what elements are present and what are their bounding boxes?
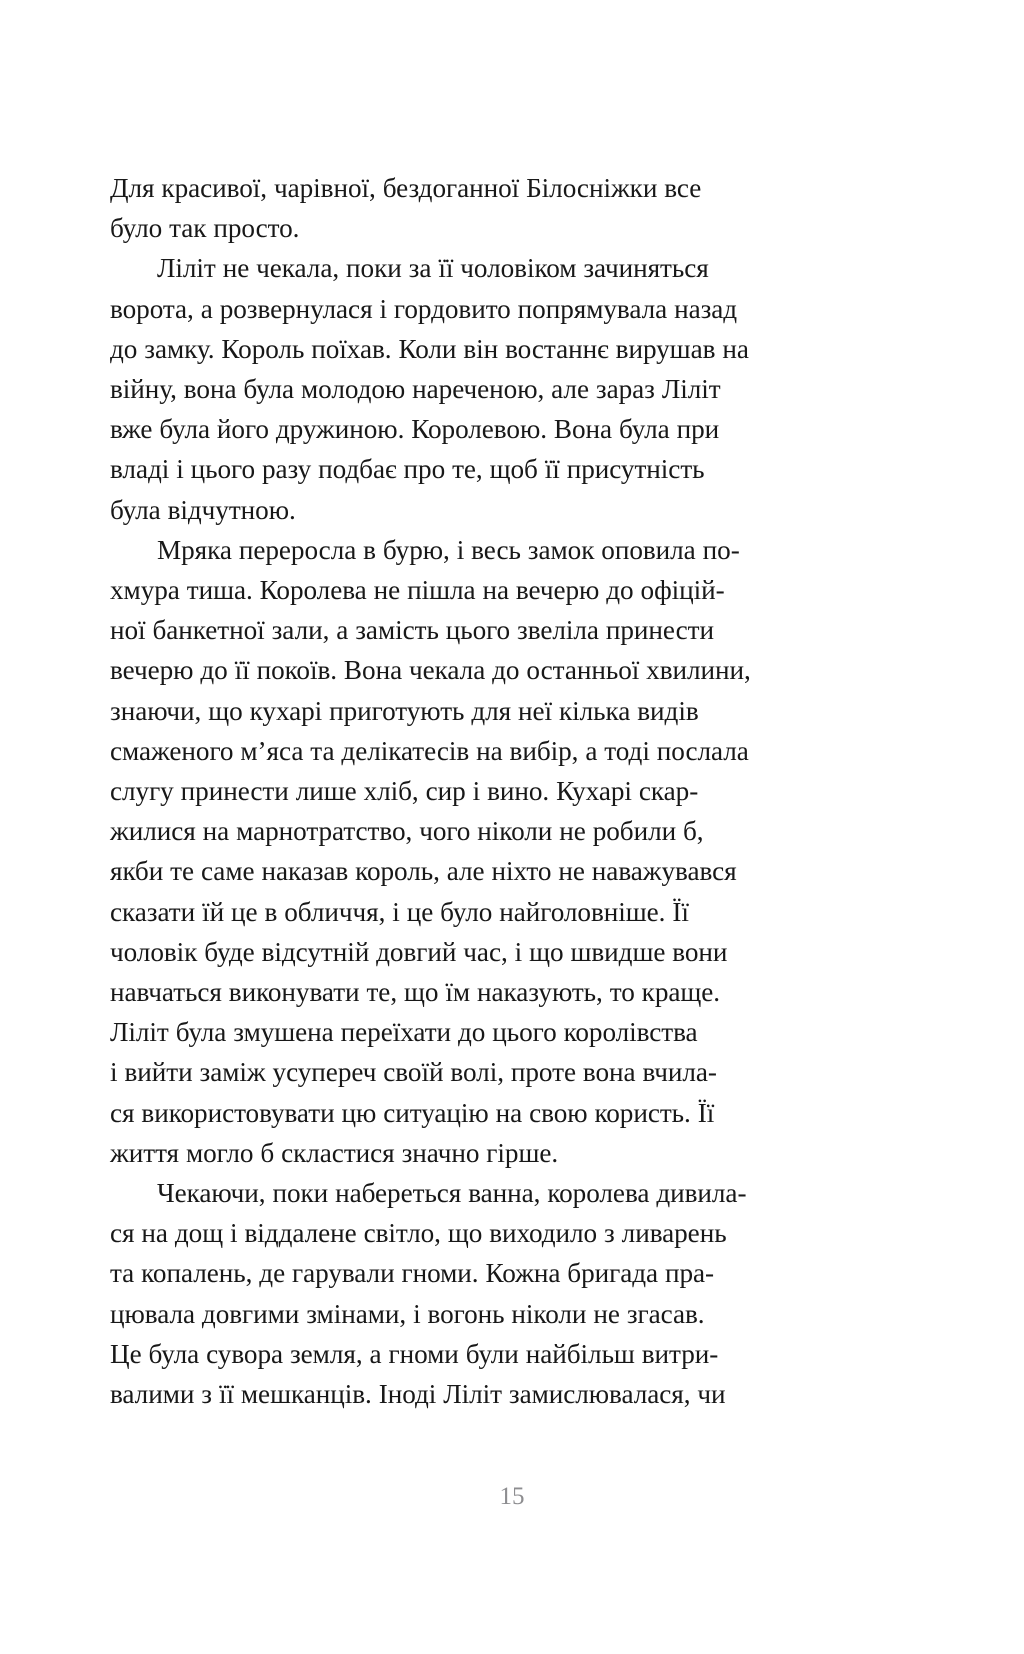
text-line: жилися на марнотратство, чого ніколи не робили б,: [110, 816, 704, 847]
text-line: сказати їй це в обличчя, і це було найголовніше. Її: [110, 896, 689, 927]
text-line: війну, вона була молодою нареченою, але зараз Ліліт: [110, 374, 721, 405]
text-line: владі і цього разу подбає про те, щоб її присутність: [110, 454, 705, 485]
paragraph-3: [110, 530, 915, 1173]
text-line: чоловік буде відсутній довгий час, і що швидше вони: [110, 936, 728, 967]
text-line: хмура тиша. Королева не пішла на вечерю до офіцій-: [110, 575, 725, 606]
text-line: життя могло б скластися значно гірше.: [110, 1137, 559, 1168]
text-line: якби те саме наказав король, але ніхто не наважувався: [110, 856, 737, 887]
text-line: та копалень, де гарували гноми. Кожна бригада пра-: [110, 1258, 715, 1289]
text-line: навчаться виконувати те, що їм наказують, то краще.: [110, 977, 721, 1008]
text-line: валими з її мешканців. Іноді Ліліт замислювалася, чи: [110, 1379, 726, 1410]
text-line: вечерю до її покоїв. Вона чекала до останньої хвилини,: [110, 655, 751, 686]
text-line: Для красивої, чарівної, бездоганної Білосніжки все: [110, 173, 702, 203]
text-line: знаючи, що кухарі приготують для неї кілька видів: [110, 695, 699, 726]
text-line: смаженого м’яса та делікатесів на вибір, а тоді послала: [110, 735, 749, 766]
text-line: ся на дощ і віддалене світло, що виходило з ливарень: [110, 1218, 727, 1249]
text-line: Чекаючи, поки набереться ванна, королева дивила-: [157, 1178, 747, 1209]
text-line: слугу принести лише хліб, сир і вино. Кухарі скар-: [110, 776, 699, 807]
text-line: цювала довгими змінами, і вогонь ніколи не згасав.: [110, 1298, 705, 1329]
text-line: до замку. Король поїхав. Коли він востаннє вирушав на: [110, 333, 749, 364]
page-number: 15: [499, 1483, 525, 1510]
page-text-block: [110, 168, 915, 1414]
paragraph-4: [110, 1173, 915, 1414]
text-line: вже була його дружиною. Королевою. Вона була при: [110, 414, 720, 445]
text-line: і вийти заміж усупереч своїй волі, проте вона вчила-: [110, 1057, 717, 1088]
text-line: Ліліт була змушена переїхати до цього королівства: [110, 1017, 698, 1048]
text-line: була відчутною.: [110, 494, 296, 525]
text-line: ворота, а розвернулася і гордовито попрямувала назад: [110, 293, 738, 324]
text-line: було так просто.: [110, 213, 300, 244]
text-line: ся використовувати цю ситуацію на свою користь. Її: [110, 1097, 715, 1128]
text-line: Мряка переросла в бурю, і весь замок оповила по-: [157, 534, 740, 565]
text-line: ної банкетної зали, а замість цього звеліла принести: [110, 615, 714, 646]
text-line: Це була сувора земля, а гноми були найбільш витри-: [110, 1338, 719, 1369]
paragraph-2: [110, 248, 915, 529]
paragraph-1: [110, 168, 915, 248]
text-line: Ліліт не чекала, поки за її чоловіком зачиняться: [157, 253, 709, 284]
